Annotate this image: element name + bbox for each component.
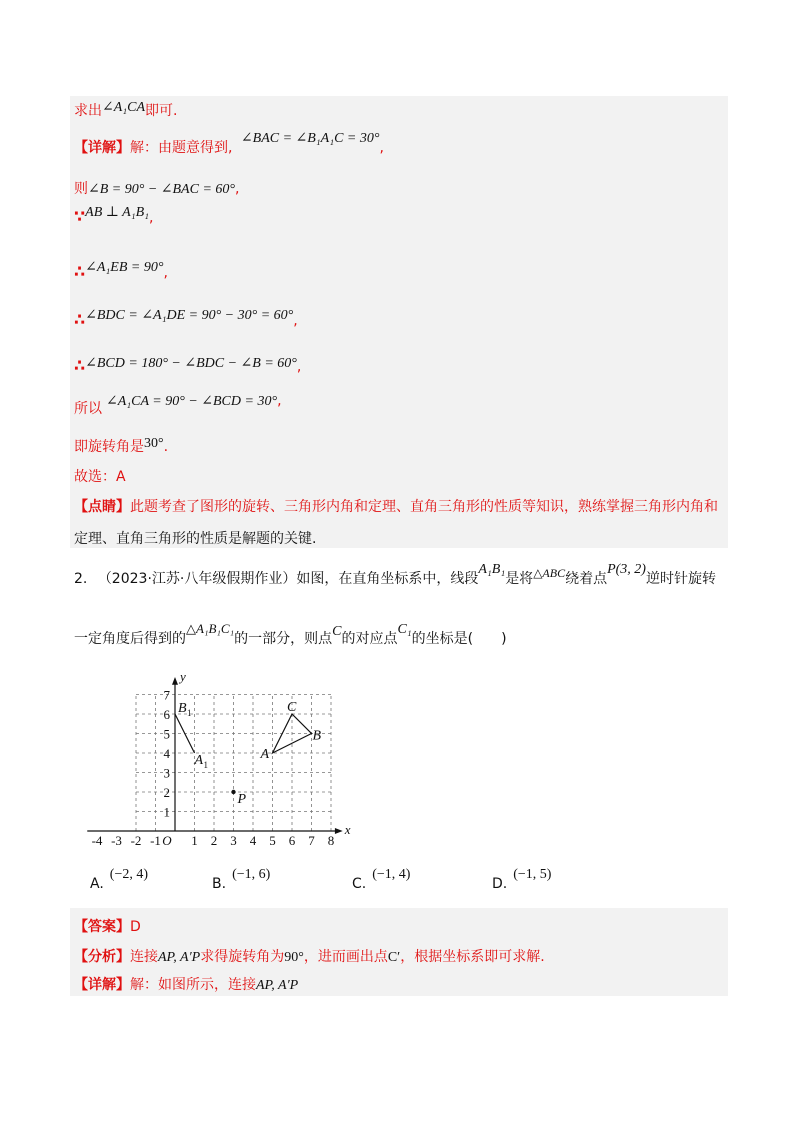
question-2-line-2: 一定角度后得到的△A₁B₁C₁的一部分，则点C的对应点C₁的坐标是( ) xyxy=(74,621,507,647)
solution-comment: 【点睛】此题考查了图形的旋转、三角形内角和定理、直角三角形的性质等知识，熟练掌握三角形内角和 xyxy=(74,499,718,515)
x-tick-label: 1 xyxy=(191,833,198,848)
y-tick-label: 3 xyxy=(163,765,170,781)
solution-step-5: ∴∠BDC = ∠A₁DE = 90° − 30° = 60°, xyxy=(74,308,298,329)
y-axis-arrow xyxy=(172,677,178,685)
label-a1: A xyxy=(194,753,204,768)
option-c[interactable]: C.(−1, 4) xyxy=(352,867,411,892)
option-a[interactable]: A.(−2, 4) xyxy=(90,867,149,892)
y-tick-label: 5 xyxy=(163,726,170,742)
option-b[interactable]: B.(−1, 6) xyxy=(212,867,271,892)
solution-choice: 故选：A xyxy=(74,469,126,485)
label-b1-sub: 1 xyxy=(187,708,192,718)
x-tick-label: 4 xyxy=(249,833,257,848)
solution-detail-line: 【详解】解：由题意得到, ∠BAC = ∠B₁A₁C = 30°, xyxy=(74,131,384,156)
x-tick-label: 7 xyxy=(308,833,315,848)
x-tick-label: 6 xyxy=(288,833,296,848)
solution-step-7: 所以 ∠A₁CA = 90° − ∠BCD = 30°, xyxy=(74,393,282,417)
x-tick-label: 8 xyxy=(327,833,335,848)
label-p: P xyxy=(237,792,247,807)
x-tick-label: -1 xyxy=(150,833,161,848)
x-tick-label: O xyxy=(162,833,172,848)
y-tick-label: 4 xyxy=(163,746,170,761)
solution-step-2: 则∠B = 90° − ∠BAC = 60°, xyxy=(74,181,240,197)
solution-step-6: ∴∠BCD = 180° − ∠BDC − ∠B = 60°, xyxy=(74,356,302,375)
coordinate-figure xyxy=(64,668,354,858)
x-tick-label: -4 xyxy=(91,833,103,848)
solution-step-4: ∴∠A₁EB = 90°, xyxy=(74,260,168,281)
label-a: A xyxy=(260,747,270,762)
answer-line: 【答案】D xyxy=(74,919,141,935)
y-tick-label: 7 xyxy=(163,687,170,703)
label-a1-sub: 1 xyxy=(203,760,208,770)
y-tick-label: 6 xyxy=(163,707,170,722)
option-d[interactable]: D.(−1, 5) xyxy=(492,867,552,892)
solution-step-8: 即旋转角是30°. xyxy=(74,436,169,455)
x-tick-label: 2 xyxy=(210,833,218,848)
label-b: B xyxy=(312,728,322,744)
x-tick-label: 5 xyxy=(269,833,276,848)
point-p xyxy=(231,790,235,794)
y-axis-label: y xyxy=(180,668,186,684)
x-tick-label: -2 xyxy=(130,833,142,848)
x-tick-label: -3 xyxy=(111,833,122,848)
solution-line-1: 求出∠A₁CA即可. xyxy=(74,100,178,119)
x-axis-arrow xyxy=(335,828,343,834)
x-tick-label: 3 xyxy=(230,833,237,848)
y-tick-label: 1 xyxy=(163,804,170,820)
answer-detail-line: 【详解】解：如图所示，连接AP, A′P xyxy=(74,977,299,993)
analysis-line: 【分析】连接AP, A′P求得旋转角为90°，进而画出点C′，根据坐标系即可求解. xyxy=(74,949,545,965)
x-axis-label: x xyxy=(344,822,351,837)
y-tick-label: 2 xyxy=(163,785,170,800)
question-2-line-1: 2. （2023·江苏·八年级假期作业）如图，在直角坐标系中，线段A₁B₁是将△ABC绕着点P(3, 2)逆时针旋转 xyxy=(74,562,716,587)
label-c: C xyxy=(287,700,297,715)
solution-step-3: ∵AB ⊥ A₁B₁, xyxy=(74,205,154,226)
label-b1: B xyxy=(178,701,187,716)
solution-comment-cont: 定理、直角三角形的性质是解题的关键. xyxy=(74,531,317,547)
